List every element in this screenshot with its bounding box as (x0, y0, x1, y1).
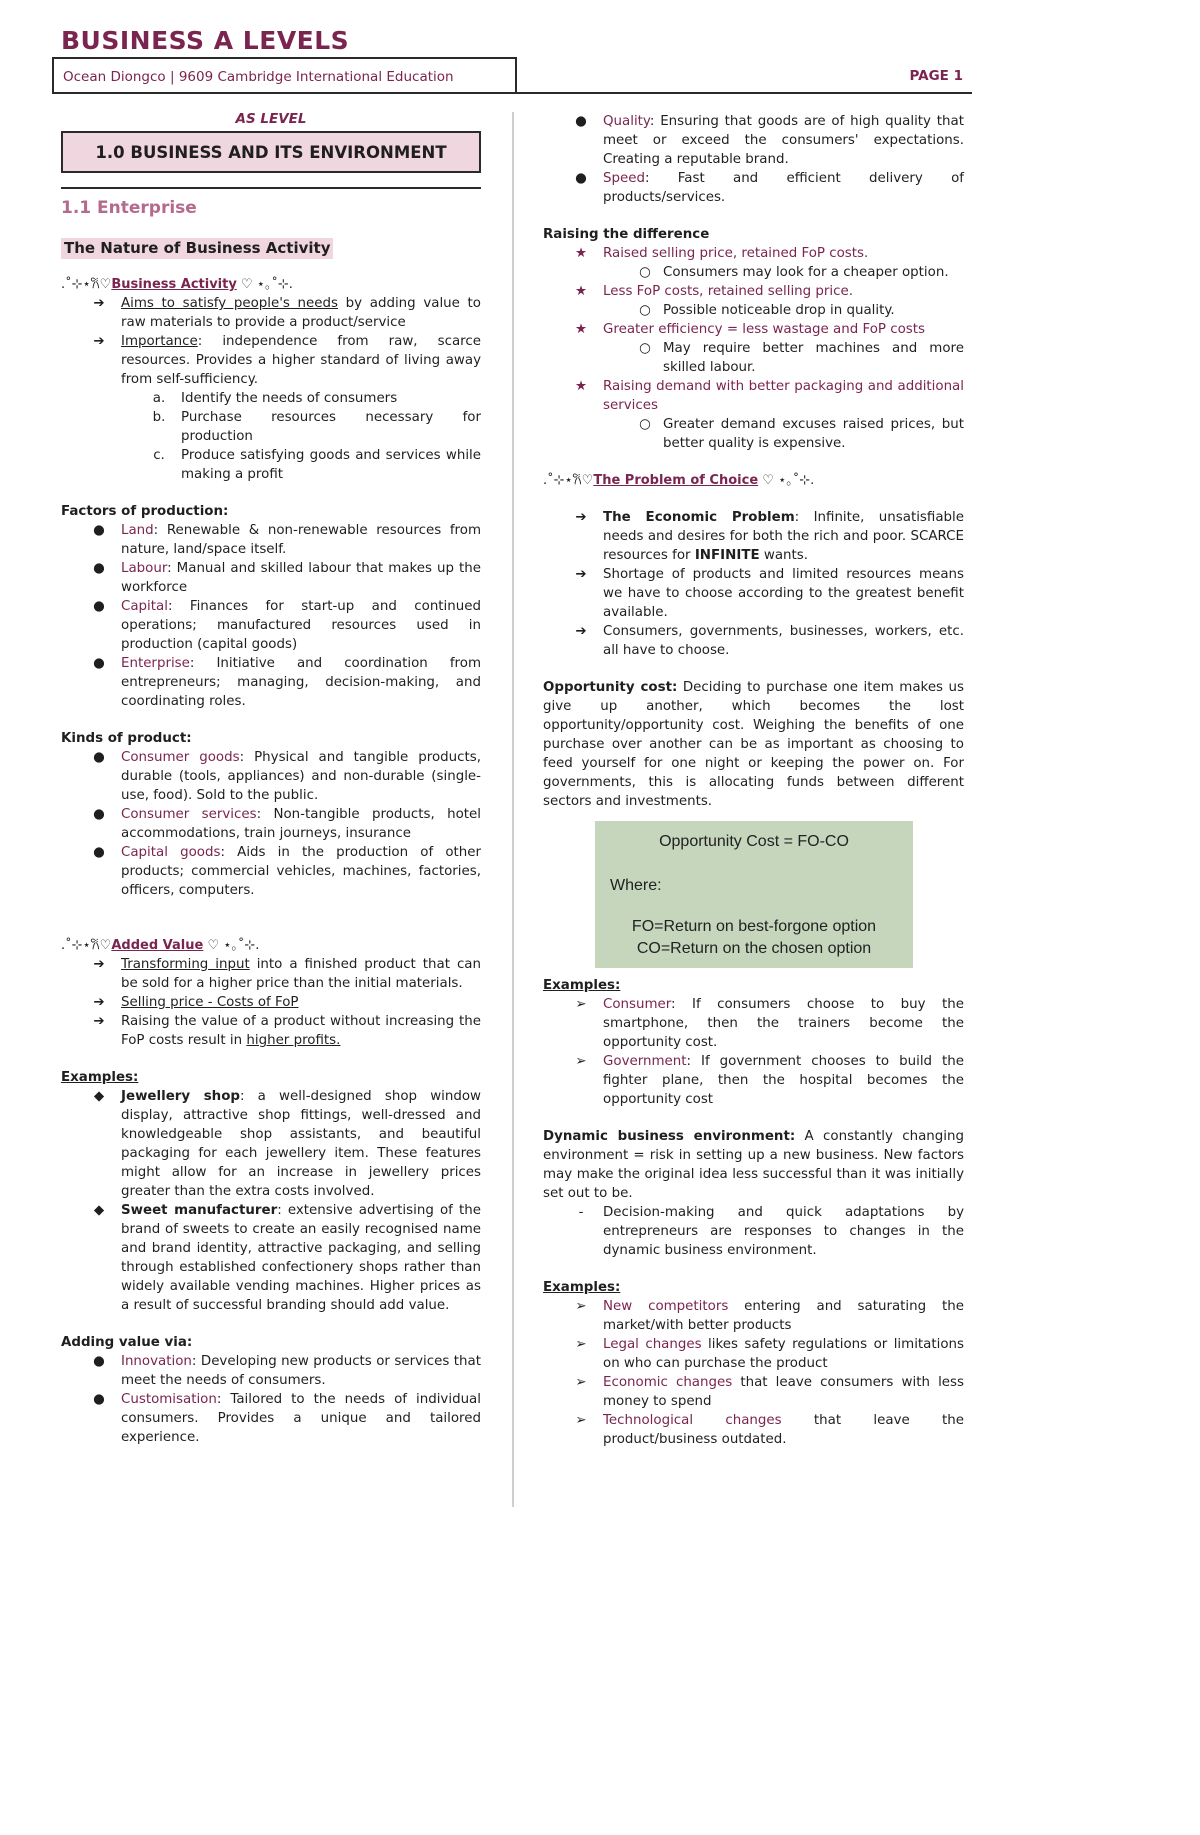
list-item: ● Enterprise: Initiative and coordination from entrepreneurs; managing, decision-making, and coordinating roles. (93, 656, 481, 709)
header-divider (52, 92, 972, 94)
list-item: ● Capital goods: Aids in the production of other products; commercial vehicles, machines, factories, officers, computers. (93, 845, 481, 898)
list-item: ➔ Consumers, governments, businesses, workers, etc. all have to choose. (575, 624, 964, 658)
right-column (543, 112, 964, 1449)
formula-box (595, 821, 913, 968)
list-item: ➢ New competitors entering and saturating the market/with better products (575, 1299, 964, 1333)
examples-list (543, 1297, 964, 1449)
list-item: ➔ Aims to satisfy people's needs by adding value to raw materials to provide a product/service (93, 296, 481, 330)
added-value-list (61, 955, 481, 1050)
highlight-heading: The Nature of Business Activity (61, 238, 333, 259)
list-item: ➔ Raising the value of a product without increasing the FoP costs result in higher profits. (93, 1014, 481, 1048)
list-item: ● Labour: Manual and skilled labour that makes up the workforce (93, 561, 481, 595)
list-item: ● Land: Renewable & non-renewable resources from nature, land/space itself. (93, 523, 481, 557)
list-item: ★ Less FoP costs, retained selling price. (574, 284, 854, 299)
examples-list (61, 1087, 481, 1315)
list-item: ○ Greater demand excuses raised prices, but better quality is expensive. (639, 417, 964, 451)
examples-heading: Examples: (543, 978, 621, 993)
page-number: PAGE 1 (909, 68, 963, 84)
list-item: ● Speed: Fast and efficient delivery of products/services. (575, 171, 964, 205)
list-item: ➢ Government: If government chooses to build the fighter plane, then the hospital becomes the opportunity cost (575, 1054, 964, 1107)
examples-heading: Examples: (61, 1070, 139, 1085)
formula-title: Opportunity Cost = FO-CO (659, 833, 849, 850)
kinds-heading: Kinds of product: (61, 731, 192, 746)
list-item: ○ Possible noticeable drop in quality. (639, 303, 895, 318)
section-rule (61, 187, 481, 189)
list-item: ○ Consumers may look for a cheaper option. (639, 265, 949, 280)
adding-value-list (61, 1352, 481, 1447)
examples-list (543, 995, 964, 1109)
business-activity-list (61, 294, 481, 484)
dynamic-paragraph: Dynamic business environment: A constantly changing environment = risk in setting up a new business. New factors may make the original idea less successful than it was initially set out to be. (543, 1129, 964, 1201)
list-item: ➔ Shortage of products and limited resources means we have to choose according to the greatest benefit available. (575, 567, 964, 620)
author-line: Ocean Diongco | 9609 Cambridge International Education (63, 69, 454, 85)
list-item: ➔ Selling price - Costs of FoP (93, 995, 299, 1010)
list-item: ● Consumer services: Non-tangible products, hotel accommodations, train journeys, insurance (93, 807, 481, 841)
list-item: ➢ Economic changes that leave consumers with less money to spend (575, 1375, 964, 1409)
choice-list (543, 508, 964, 660)
fop-heading: Factors of production: (61, 504, 229, 519)
column-divider (512, 112, 514, 1507)
list-item: ● Customisation: Tailored to the needs of individual consumers. Provides a unique and tailored experience. (93, 1392, 481, 1445)
dynamic-list (543, 1203, 964, 1260)
list-item: ★ Raising demand with better packaging and additional services (574, 379, 964, 413)
list-item: ◆ Jewellery shop: a well-designed shop window display, attractive shop fittings, well-dressed and knowledgeable shop assistants, and beautiful packaging for each jewellery item. These features might allow for an increase in jewellery prices greater than the extra costs involved. (93, 1089, 481, 1199)
left-column (61, 110, 481, 1447)
fop-list (61, 521, 481, 711)
raising-heading: Raising the difference (543, 227, 710, 242)
list-item: ◆ Sweet manufacturer: extensive advertising of the brand of sweets to create an easily recognised name and brand identity, attractive packaging, and selling through established confectionery shops rather than widely available vending machines. Higher prices as a result of successful branding should add value. (93, 1203, 481, 1313)
list-item: ● Consumer goods: Physical and tangible products, durable (tools, appliances) and non-durable (single-use, food). Sold to the public. (93, 750, 481, 803)
formula-where: Where: (610, 877, 662, 894)
list-item: ★ Greater efficiency = less wastage and FoP costs (574, 322, 926, 337)
list-item: - Decision-making and quick adaptations by entrepreneurs are responses to changes in the dynamic business environment. (578, 1205, 964, 1258)
list-item: c. Produce satisfying goods and services while making a profit (153, 448, 481, 482)
formula-fo: FO=Return on best-forgone option (631, 918, 877, 935)
list-item: ➔ Transforming input into a finished product that can be sold for a higher price than the initial materials. (93, 957, 481, 991)
problem-of-choice-heading: .˚⊹⋆𐙚♡The Problem of Choice ♡ ⋆｡˚⊹. (543, 473, 815, 488)
formula-co: CO=Return on the chosen option (636, 940, 872, 957)
list-item: ➢ Technological changes that leave the product/business outdated. (575, 1413, 964, 1447)
subsection-title: 1.1 Enterprise (61, 198, 197, 218)
list-item: ➔ The Economic Problem: Infinite, unsatisfiable needs and desires for both the rich and poor. SCARCE resources for INFINITE wants. (575, 510, 964, 563)
list-item: ➔ Importance: independence from raw, scarce resources. Provides a higher standard of living away from self-sufficiency. (93, 334, 481, 387)
examples-heading: Examples: (543, 1280, 621, 1295)
added-value-heading: .˚⊹⋆𐙚♡Added Value ♡ ⋆｡˚⊹. (61, 938, 260, 953)
list-item: ● Quality: Ensuring that goods are of high quality that meet or exceed the consumers' expectations. Creating a reputable brand. (575, 114, 964, 167)
list-item: ● Innovation: Developing new products or services that meet the needs of consumers. (93, 1354, 481, 1388)
adding-value-heading: Adding value via: (61, 1335, 193, 1350)
author-box (52, 57, 517, 93)
list-item: ➢ Legal changes likes safety regulations or limitations on who can purchase the product (575, 1337, 965, 1371)
business-activity-heading: .˚⊹⋆𐙚♡Business Activity ♡ ⋆｡˚⊹. (61, 277, 293, 292)
kinds-list (61, 748, 481, 900)
section-title: 1.0 BUSINESS AND ITS ENVIRONMENT (61, 131, 481, 173)
list-item: ● Capital: Finances for start-up and continued operations; manufactured resources used in production (capital goods) (93, 599, 481, 652)
list-item: ★ Raised selling price, retained FoP costs. (574, 246, 869, 261)
list-item: b. Purchase resources necessary for production (152, 410, 481, 444)
raising-list (543, 244, 964, 453)
list-item: a. Identify the needs of consumers (152, 391, 398, 406)
list-item: ➢ Consumer: If consumers choose to buy the smartphone, then the trainers become the opportunity cost. (575, 997, 964, 1050)
list-item: ○ May require better machines and more skilled labour. (639, 341, 964, 375)
as-level-label: AS LEVEL (235, 111, 307, 127)
top-list (543, 112, 964, 207)
opportunity-cost-paragraph: Opportunity cost: Deciding to purchase one item makes us give up another, which becomes the lost opportunity/opportunity cost. Weighing the benefits of one purchase over another can be as important as choosing to feed yourself for one night or keeping the power on. For governments, this is allocating funds between different sectors and investments. (543, 680, 964, 809)
document-title: BUSINESS A LEVELS (61, 26, 350, 55)
